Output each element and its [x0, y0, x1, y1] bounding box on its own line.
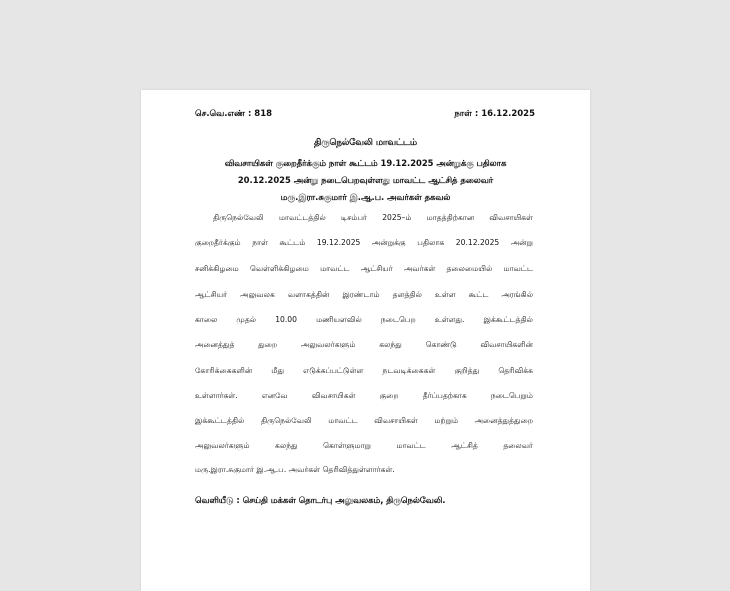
body-line-7: கோரிக்கைகளின் மீது எடுக்கப்பட்டுள்ள நடவடிக்கைகள் குறித்து தெரிவிக்க	[195, 366, 533, 375]
body-line-8: உள்ளார்கள். எனவே விவசாயிகள் குறை தீர்ப்பதற்காக நடைபெறும்	[195, 391, 533, 400]
district-heading: திருநெல்வேலி மாவட்டம்	[313, 138, 417, 148]
body-line-1: திருநெல்வேலி மாவட்டத்தில் டிசம்பர் 2025–ம் மாதத்திற்கான விவசாயிகள்	[213, 213, 533, 222]
body-line-11: மரு.இரா.சுகுமார் இ.ஆ.ப. அவர்கள் தெரிவித்துள்ளார்கள்.	[195, 465, 395, 474]
title-line-3: மரு.இரா.சுகுமார் இ.ஆ.ப. அவர்கள் தகவல்	[280, 192, 451, 202]
body-line-9: இக்கூட்டத்தில் திருநெல்வேலி மாவட்ட விவசாயிகள் மற்றும் அனைத்துத்துறை	[195, 416, 533, 425]
body-line-5: காலை முதல் 10.00 மணியளவில் நடைபெற உள்ளது. இக்கூட்டத்தில்	[195, 315, 533, 324]
title-line-1: விவசாயிகள் குறைதீர்க்கும் நாள் கூட்டம் 19.12.2025 அன்றுக்கு பதிலாக	[224, 158, 507, 168]
body-line-10: அலுவலர்களும் கலந்து கொள்ளுமாறு மாவட்ட ஆட்சித் தலைவர்	[195, 441, 533, 450]
title-line-2: 20.12.2025 அன்று நடைபெறவுள்ளது மாவட்ட ஆட்சித் தலைவர்	[237, 175, 494, 185]
document-page	[141, 90, 590, 591]
body-line-2: குறைதீர்க்கும் நாள் கூட்டம் 19.12.2025 அன்றுக்கு பதிலாக 20.12.2025 அன்று	[195, 238, 533, 247]
publisher-footer: வெளியீடு : செய்தி மக்கள் தொடர்பு அலுவலகம், திருநெல்வேலி.	[195, 495, 446, 505]
reference-number: செ.வெ.எண் : 818	[195, 109, 273, 119]
body-line-3: சனிக்கிழமை வெள்ளிக்கிழமை மாவட்ட ஆட்சியர் அவர்கள் தலைமையில் மாவட்ட	[195, 264, 533, 273]
body-line-4: ஆட்சியர் அலுவலக வளாகத்தின் இரண்டாம் தளத்தில் உள்ள கூட்ட அரங்கில்	[195, 290, 533, 299]
body-line-6: அனைத்துத் துறை அலுவலர்களும் கலந்து கொண்டு விவசாயிகளின்	[195, 340, 533, 349]
document-date: நாள் : 16.12.2025	[454, 109, 535, 119]
